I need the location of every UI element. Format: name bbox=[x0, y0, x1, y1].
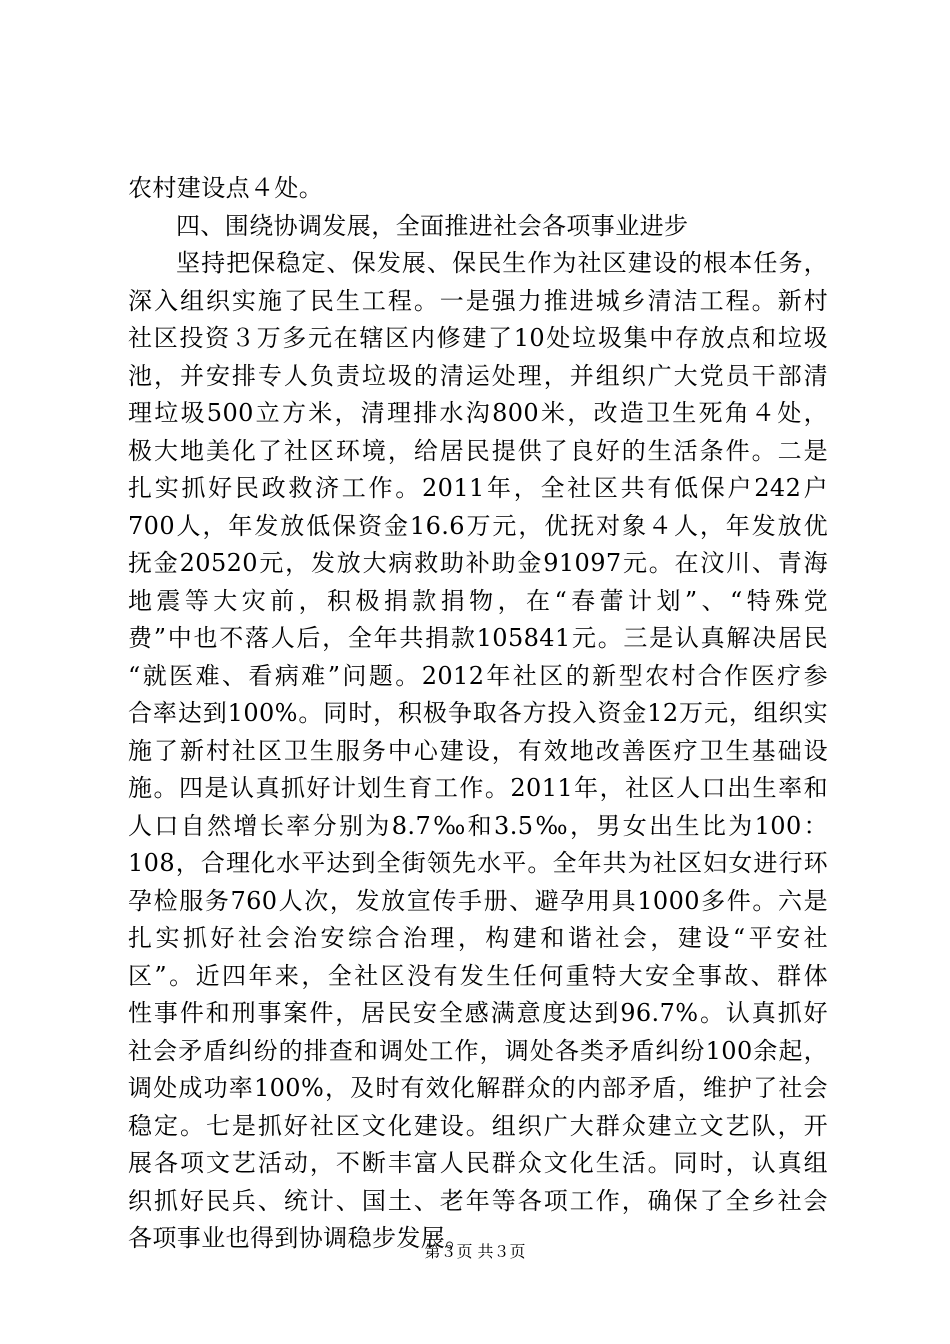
text-line: 极大地美化了社区环境，给居民提供了良好的生活条件。二是 bbox=[128, 436, 828, 465]
text-line: 织抓好民兵、统计、国土、老年等各项工作，确保了全乡社会 bbox=[128, 1186, 828, 1215]
text-line: 稳定。七是抓好社区文化建设。组织广大群众建立文艺队，开 bbox=[128, 1111, 828, 1140]
text-line: 社区投资３万多元在辖区内修建了10处垃圾集中存放点和垃圾 bbox=[128, 324, 828, 352]
text-line: 展各项文艺活动，不断丰富人民群众文化生活。同时，认真组 bbox=[128, 1149, 828, 1177]
text-line: 孕检服务760人次，发放宣传手册、避孕用具1000多件。六是 bbox=[128, 886, 828, 915]
text-line: 理垃圾500立方米，清理排水沟800米，改造卫生死角４处， bbox=[128, 399, 828, 427]
text-line: 108，合理化水平达到全街领先水平。全年共为社区妇女进行环 bbox=[128, 849, 828, 877]
text-line: 区”。近四年来，全社区没有发生任何重特大安全事故、群体 bbox=[128, 961, 828, 990]
body-text bbox=[128, 170, 828, 1258]
text-line: 扎实抓好社会治安综合治理，构建和谐社会，建设“平安社 bbox=[128, 924, 828, 952]
text-line: 性事件和刑事案件，居民安全感满意度达到96.7%。认真抓好 bbox=[128, 999, 828, 1027]
text-line: 700人，年发放低保资金16.6万元，优抚对象４人，年发放优 bbox=[128, 511, 828, 540]
text-line: 人口自然增长率分别为8.7‰和3.5‰，男女出生比为100： bbox=[128, 811, 828, 840]
text-line: 深入组织实施了民生工程。一是强力推进城乡清洁工程。新村 bbox=[128, 286, 828, 315]
page-number-footer: 第３页 共３页 bbox=[424, 1242, 526, 1261]
text-line: 施。四是认真抓好计划生育工作。2011年，社区人口出生率和 bbox=[128, 774, 828, 802]
text-line: 地震等大灾前，积极捐款捐物，在“春蕾计划”、“特殊党 bbox=[128, 586, 828, 615]
text-line: 坚持把保稳定、保发展、保民生作为社区建设的根本任务， bbox=[176, 249, 828, 277]
text-line: 合率达到100%。同时，积极争取各方投入资金12万元，组织实 bbox=[128, 699, 828, 727]
text-line: 各项事业也得到协调稳步发展。 bbox=[128, 1224, 470, 1252]
text-line: 扎实抓好民政救济工作。2011年，全社区共有低保户242户 bbox=[128, 474, 828, 502]
section-heading: 四、围绕协调发展，全面推进社会各项事业进步 bbox=[176, 211, 689, 240]
text-line: 社会矛盾纠纷的排查和调处工作，调处各类矛盾纠纷100余起， bbox=[128, 1036, 828, 1065]
text-line: 池，并安排专人负责垃圾的清运处理，并组织广大党员干部清 bbox=[128, 361, 828, 390]
text-line: 农村建设点４处。 bbox=[128, 174, 324, 202]
text-line: 施了新村社区卫生服务中心建设，有效地改善医疗卫生基础设 bbox=[128, 736, 828, 765]
text-line: “就医难、看病难”问题。2012年社区的新型农村合作医疗参 bbox=[128, 661, 828, 690]
text-line: 抚金20520元，发放大病救助补助金91097元。在汶川、青海 bbox=[128, 549, 828, 577]
text-line: 费”中也不落人后，全年共捐款105841元。三是认真解决居民 bbox=[128, 624, 828, 652]
text-line: 调处成功率100%，及时有效化解群众的内部矛盾，维护了社会 bbox=[128, 1074, 828, 1102]
